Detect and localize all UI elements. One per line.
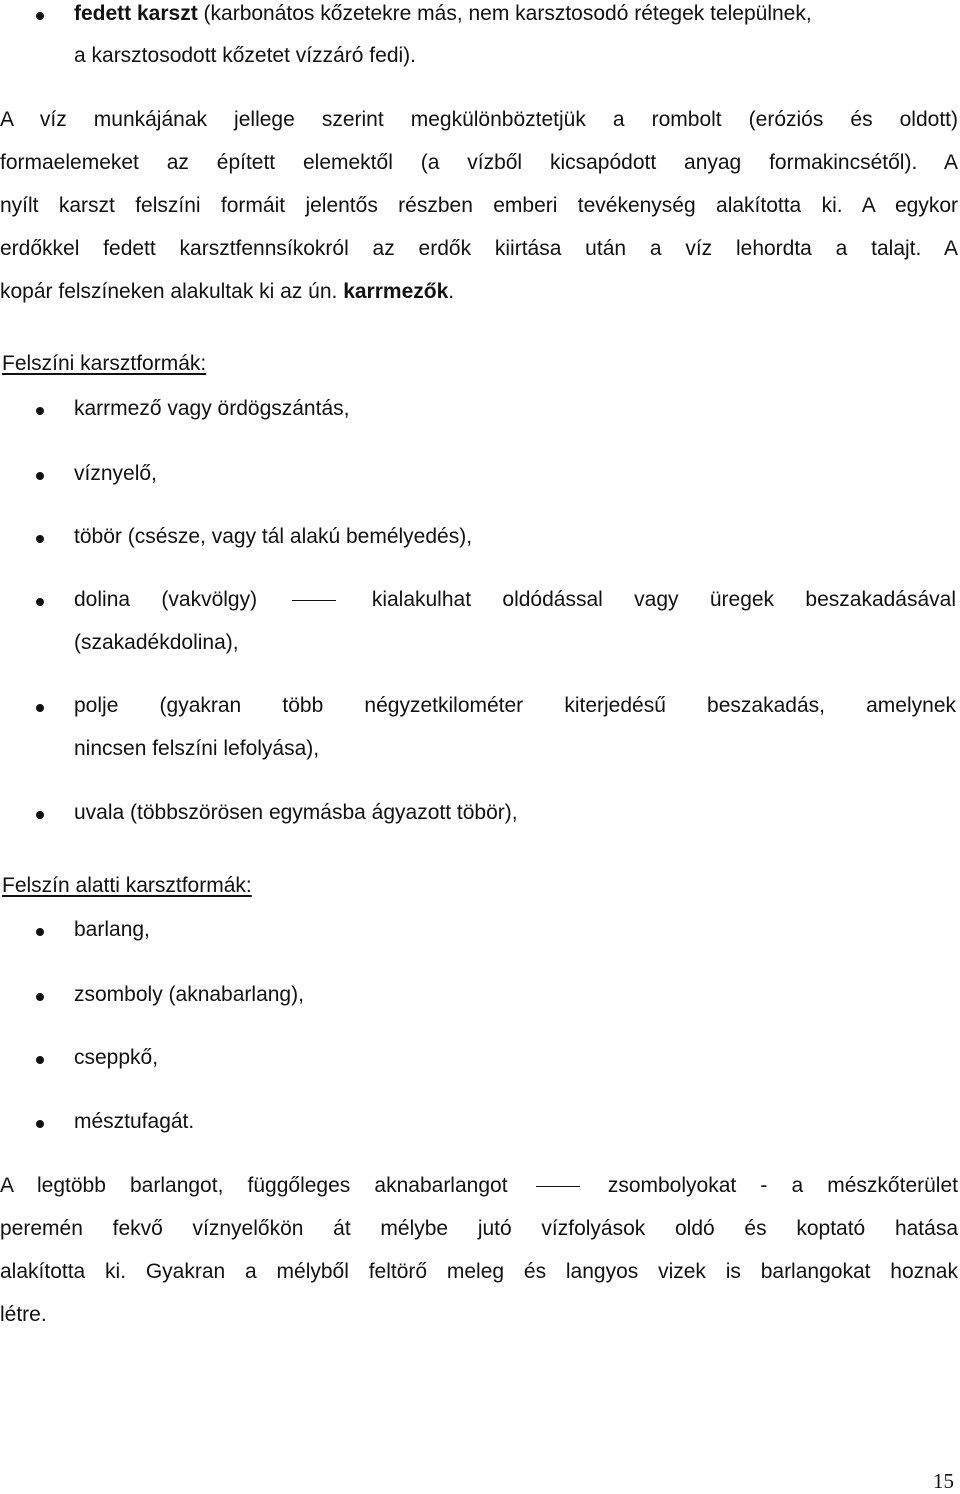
dash-icon <box>536 1186 580 1188</box>
bullet-icon <box>36 472 44 480</box>
paragraph2-line4: létre. <box>0 1303 47 1326</box>
bullet-icon <box>36 598 44 606</box>
surface-forms-heading: Felszíni karsztformák: <box>2 352 207 375</box>
paragraph2-line2: peremén fekvő víznyelőkön át mélybe jutó vízfolyások oldó és koptató hatása <box>0 1217 958 1240</box>
list-item-text: karrmező vagy ördögszántás, <box>74 397 350 420</box>
bullet-icon <box>36 535 44 543</box>
page-number: 15 <box>933 1469 954 1493</box>
underground-forms-heading: Felszín alatti karsztformák: <box>2 874 252 897</box>
paragraph1-line5-suffix: . <box>448 280 455 303</box>
paragraph1-line5 <box>0 280 958 304</box>
paragraph2-line1-b: zsombolyokat - a mészkőterület <box>607 1174 958 1197</box>
list-item-text: zsomboly (aknabarlang), <box>74 983 304 1006</box>
dolina-description: kialakulhat oldódással vagy üregek beszakadásával <box>371 588 957 611</box>
bullet-icon <box>36 811 44 819</box>
paragraph1-line2: formaelemeket az épített elemektől (a vízből kicsapódott anyag formakincsétől). A <box>0 151 958 174</box>
list-item-text: uvala (többszörösen egymásba ágyazott töbör), <box>74 801 518 824</box>
bullet-icon <box>36 1056 44 1064</box>
bullet-icon <box>36 928 44 936</box>
list-item-text: töbör (csésze, vagy tál alakú bemélyedés), <box>74 525 473 548</box>
list-item-text-continued: nincsen felszíni lefolyása), <box>74 737 320 760</box>
list-item-text: cseppkő, <box>74 1046 159 1069</box>
bullet-icon <box>36 993 44 1001</box>
bullet-icon <box>36 1120 44 1128</box>
intro-line1: (karbonátos kőzetekre más, nem karsztosodó rétegek települnek, <box>197 2 812 25</box>
dolina-term: dolina (vakvölgy) <box>74 588 258 611</box>
karrmezok-term: karrmezők <box>343 280 449 303</box>
paragraph1-line1: A víz munkájának jellege szerint megkülönböztetjük a rombolt (eróziós és oldott) <box>0 108 958 131</box>
paragraph2-line1 <box>0 1174 958 1198</box>
intro-line2: a karsztosodott kőzetet vízzáró fedi). <box>74 44 416 67</box>
list-item-text: víznyelő, <box>74 462 157 485</box>
paragraph1-line4: erdőkkel fedett karsztfennsíkokról az erdők kiirtása után a víz lehordta a talajt. A <box>0 237 958 260</box>
list-item-text: mésztufagát. <box>74 1110 195 1133</box>
list-item-text: polje (gyakran több négyzetkilométer kiterjedésű beszakadás, amelynek <box>74 694 956 717</box>
bullet-icon <box>36 407 44 415</box>
list-item-text <box>74 588 956 612</box>
paragraph1-line3: nyílt karszt felszíni formáit jelentős részben emberi tevékenység alakította ki. A egykor <box>0 194 958 217</box>
paragraph2-line3: alakította ki. Gyakran a mélyből feltörő meleg és langyos vizek is barlangokat hoznak <box>0 1260 958 1283</box>
dash-icon <box>292 600 336 602</box>
intro-bold-term: fedett karszt <box>74 2 198 25</box>
paragraph2-line1-a: A legtöbb barlangot, függőleges aknabarlangot <box>0 1174 508 1197</box>
list-item-text-continued: (szakadékdolina), <box>74 631 239 654</box>
bullet-icon <box>36 12 44 20</box>
paragraph1-line5-prefix: kopár felszíneken alakultak ki az ún. <box>0 280 344 303</box>
list-item-text: barlang, <box>74 918 150 941</box>
bullet-icon <box>36 704 44 712</box>
